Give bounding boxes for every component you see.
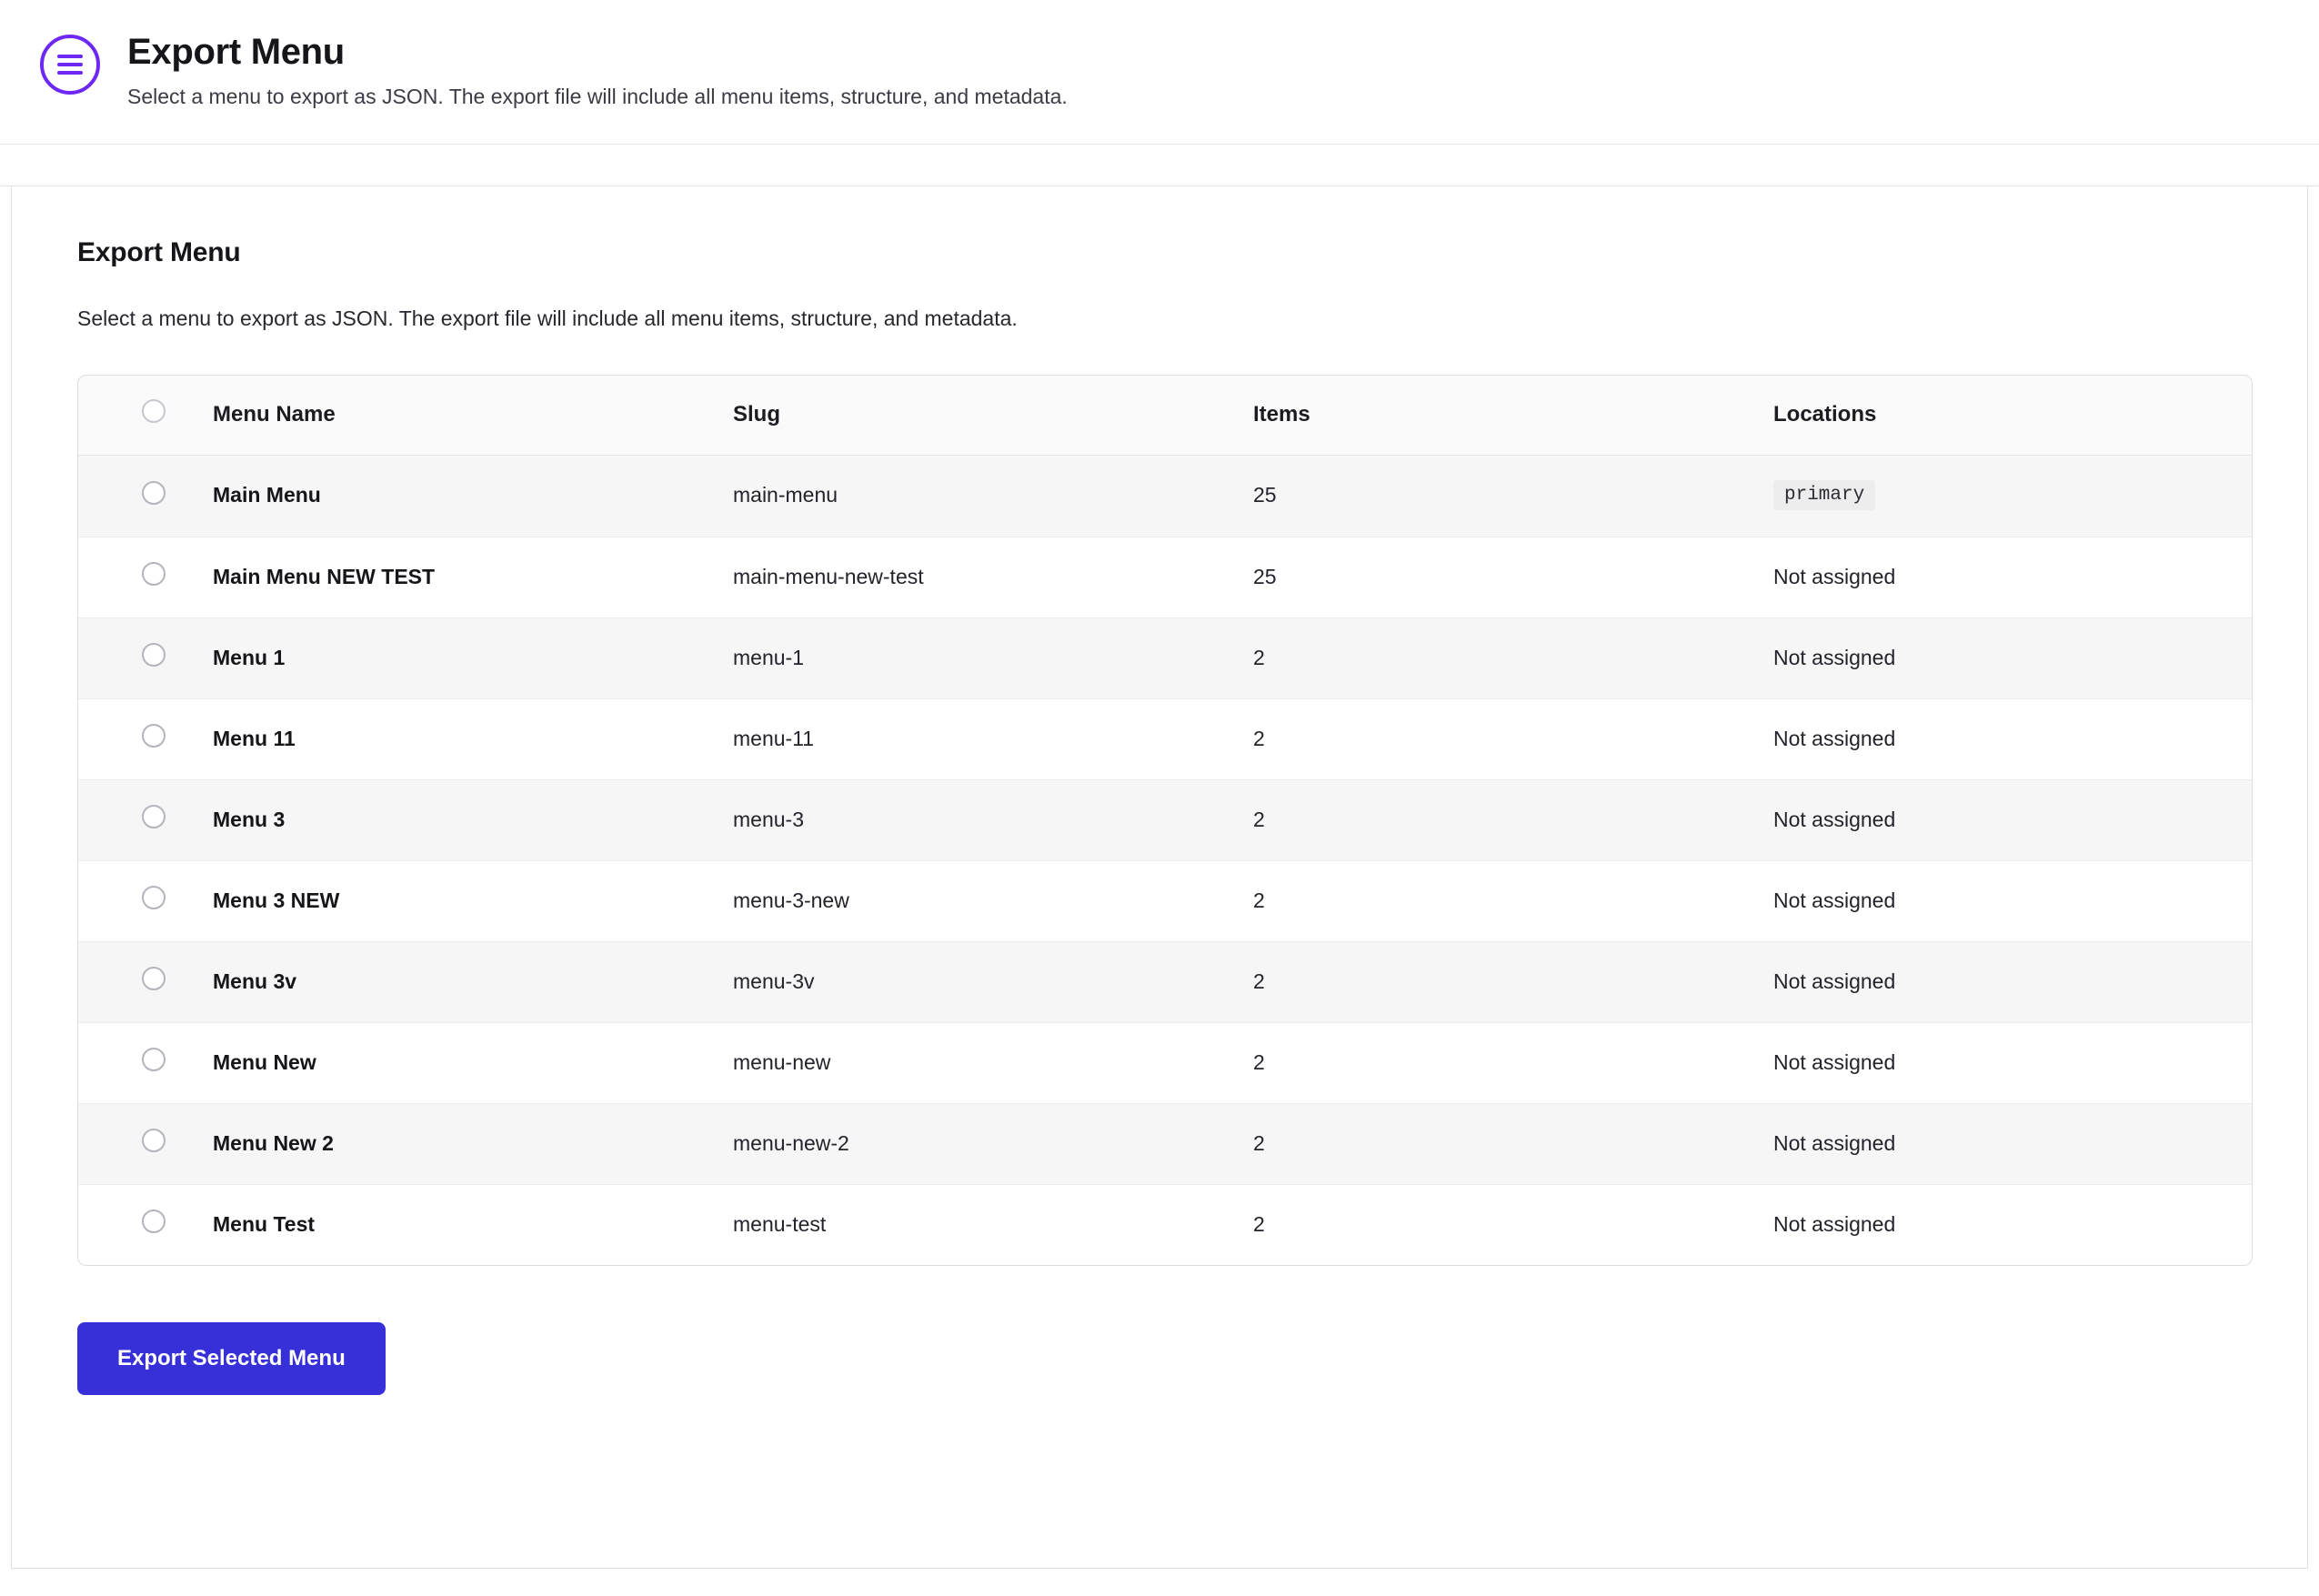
row-select-radio[interactable] [142, 643, 166, 667]
cell-locations: Not assigned [1773, 1104, 2252, 1185]
select-all-header [78, 376, 213, 456]
location-badge: primary [1773, 480, 1875, 510]
cell-slug: main-menu [733, 456, 1253, 537]
row-select-cell[interactable] [78, 1104, 213, 1185]
row-select-cell[interactable] [78, 699, 213, 780]
row-select-radio[interactable] [142, 562, 166, 586]
table-row[interactable] [78, 780, 2252, 861]
table-row[interactable] [78, 618, 2252, 699]
cell-items-count: 2 [1253, 1185, 1773, 1266]
row-select-radio[interactable] [142, 1210, 166, 1233]
page-subtitle: Select a menu to export as JSON. The export file will include all menu items, structure, and metadata. [127, 85, 1068, 109]
cell-items-count: 2 [1253, 1023, 1773, 1104]
cell-locations: Not assigned [1773, 1023, 2252, 1104]
row-select-cell[interactable] [78, 1023, 213, 1104]
table-row[interactable] [78, 942, 2252, 1023]
table-row[interactable] [78, 537, 2252, 618]
panel-title: Export Menu [77, 237, 241, 268]
cell-menu-name: Menu 3v [213, 942, 733, 1023]
header-divider-strip [0, 145, 2319, 186]
row-select-radio[interactable] [142, 1129, 166, 1152]
cell-locations: Not assigned [1773, 942, 2252, 1023]
cell-slug: menu-test [733, 1185, 1253, 1266]
cell-items-count: 25 [1253, 537, 1773, 618]
row-select-cell[interactable] [78, 618, 213, 699]
cell-menu-name: Menu New [213, 1023, 733, 1104]
table-row[interactable] [78, 1104, 2252, 1185]
menu-table-container [77, 375, 2253, 1266]
table-row[interactable] [78, 1185, 2252, 1266]
cell-items-count: 25 [1253, 456, 1773, 537]
menu-table-head [78, 376, 2252, 456]
cell-items-count: 2 [1253, 699, 1773, 780]
column-header-slug: Slug [733, 376, 1253, 456]
cell-locations: Not assigned [1773, 618, 2252, 699]
cell-items-count: 2 [1253, 861, 1773, 942]
row-select-radio[interactable] [142, 967, 166, 990]
cell-slug: menu-3-new [733, 861, 1253, 942]
row-select-radio[interactable] [142, 481, 166, 505]
cell-slug: menu-1 [733, 618, 1253, 699]
table-row[interactable] [78, 456, 2252, 537]
cell-menu-name: Menu 11 [213, 699, 733, 780]
cell-menu-name: Main Menu NEW TEST [213, 537, 733, 618]
cell-items-count: 2 [1253, 1104, 1773, 1185]
column-header-menu-name: Menu Name [213, 376, 733, 456]
row-select-cell[interactable] [78, 942, 213, 1023]
table-header-row [78, 376, 2252, 456]
cell-locations [1773, 456, 2252, 537]
cell-items-count: 2 [1253, 942, 1773, 1023]
cell-slug: menu-3v [733, 942, 1253, 1023]
export-panel [11, 186, 2308, 1569]
page-title: Export Menu [127, 32, 345, 72]
row-select-cell[interactable] [78, 1185, 213, 1266]
row-select-cell[interactable] [78, 861, 213, 942]
column-header-items: Items [1253, 376, 1773, 456]
cell-menu-name: Menu 3 [213, 780, 733, 861]
export-selected-menu-button[interactable]: Export Selected Menu [77, 1322, 386, 1395]
cell-slug: menu-3 [733, 780, 1253, 861]
table-row[interactable] [78, 699, 2252, 780]
cell-items-count: 2 [1253, 780, 1773, 861]
menu-circle-icon [40, 35, 100, 95]
cell-slug: main-menu-new-test [733, 537, 1253, 618]
table-row[interactable] [78, 1023, 2252, 1104]
row-select-cell[interactable] [78, 780, 213, 861]
row-select-radio[interactable] [142, 886, 166, 909]
cell-menu-name: Menu 1 [213, 618, 733, 699]
cell-locations: Not assigned [1773, 699, 2252, 780]
select-all-radio[interactable] [142, 399, 166, 423]
row-select-radio[interactable] [142, 1048, 166, 1071]
menu-table [78, 376, 2252, 1265]
row-select-cell[interactable] [78, 537, 213, 618]
cell-slug: menu-11 [733, 699, 1253, 780]
cell-locations: Not assigned [1773, 537, 2252, 618]
cell-menu-name: Menu 3 NEW [213, 861, 733, 942]
panel-actions [77, 1266, 2242, 1395]
header-text [127, 31, 1068, 111]
cell-menu-name: Menu New 2 [213, 1104, 733, 1185]
row-select-radio[interactable] [142, 805, 166, 828]
row-select-cell[interactable] [78, 456, 213, 537]
table-row[interactable] [78, 861, 2252, 942]
cell-menu-name: Menu Test [213, 1185, 733, 1266]
menu-table-body [78, 456, 2252, 1266]
cell-locations: Not assigned [1773, 1185, 2252, 1266]
cell-locations: Not assigned [1773, 861, 2252, 942]
column-header-locations: Locations [1773, 376, 2252, 456]
panel-description: Select a menu to export as JSON. The export file will include all menu items, structure, and metadata. [77, 306, 1018, 331]
cell-slug: menu-new [733, 1023, 1253, 1104]
cell-menu-name: Main Menu [213, 456, 733, 537]
cell-locations: Not assigned [1773, 780, 2252, 861]
page-header [0, 0, 2319, 145]
row-select-radio[interactable] [142, 724, 166, 748]
cell-items-count: 2 [1253, 618, 1773, 699]
cell-slug: menu-new-2 [733, 1104, 1253, 1185]
